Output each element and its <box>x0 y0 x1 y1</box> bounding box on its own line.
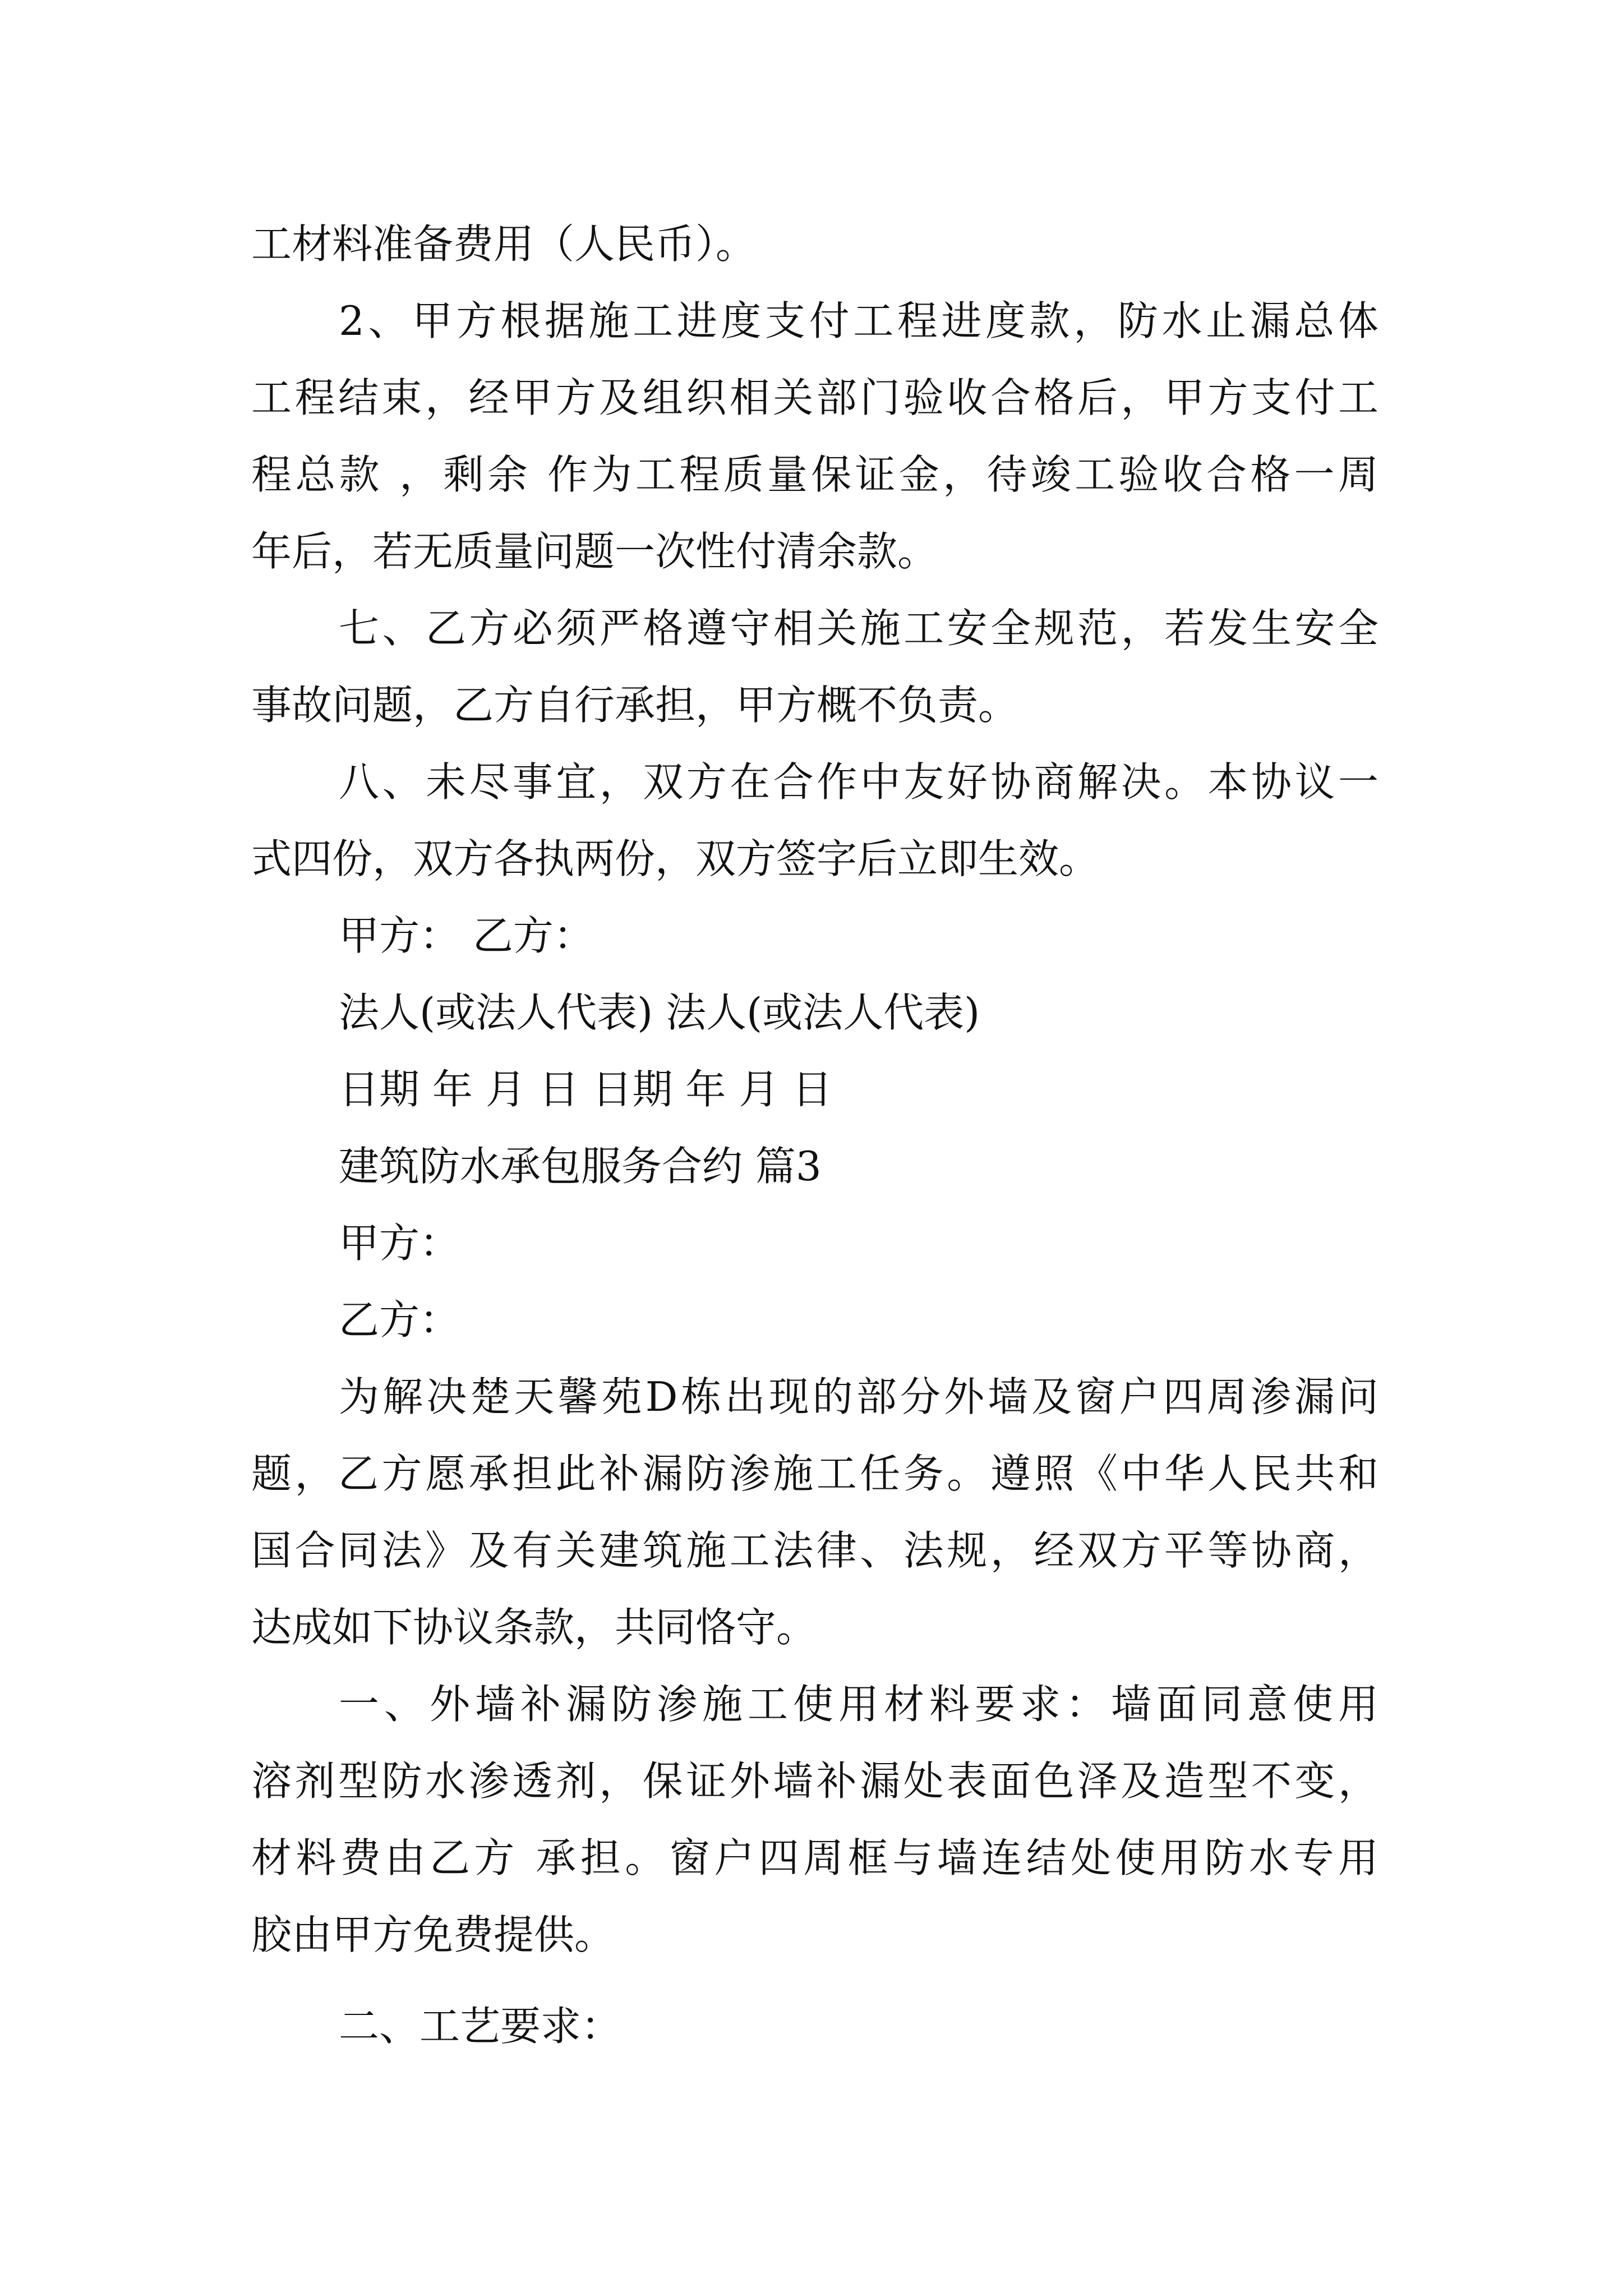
text-line: 事故问题，乙方自行承担，甲方概不负责。 <box>251 682 1019 729</box>
text-line: 工程结束，经甲方及组织相关部门验收合格后，甲方支付工 <box>251 374 1378 421</box>
text-line: 甲方： <box>339 1220 460 1267</box>
text-line: 胶由甲方免费提供。 <box>251 1911 615 1958</box>
text-line: 年后，若无质量问题一次性付清余款。 <box>251 528 938 575</box>
text-line: 为解决楚天馨苑D栋出现的部分外墙及窗户四周渗漏问 <box>339 1373 1378 1420</box>
section-heading: 建筑防水承包服务合约 篇3 <box>339 1143 822 1190</box>
text-line: 七、乙方必须严格遵守相关施工安全规范，若发生安全 <box>339 605 1378 652</box>
text-line: 法人(或法人代表) 法人(或法人代表) <box>339 989 980 1036</box>
text-line: 程总款 ，剩余 作为工程质量保证金，待竣工验收合格一周 <box>251 451 1378 498</box>
text-line: 工材料准备费用（人民币）。 <box>251 220 757 268</box>
text-line: 式四份，双方各执两份，双方签字后立即生效。 <box>251 835 1100 882</box>
text-line: 甲方： 乙方： <box>339 912 594 959</box>
text-line: 2、甲方根据施工进度支付工程进度款，防水止漏总体 <box>339 297 1378 344</box>
text-line: 材料费由乙方 承担。窗户四周框与墙连结处使用防水专用 <box>251 1834 1378 1881</box>
text-line: 国合同法》及有关建筑施工法律、法规，经双方平等协商， <box>251 1527 1378 1574</box>
text-line: 溶剂型防水渗透剂，保证外墙补漏处表面色泽及造型不变， <box>251 1757 1378 1805</box>
text-line: 达成如下协议条款，共同恪守。 <box>251 1604 817 1651</box>
text-line: 八、未尽事宜，双方在合作中友好协商解决。本协议一 <box>339 758 1378 806</box>
text-line: 日期 年 月 日 日期 年 月 日 <box>339 1066 833 1113</box>
text-line: 题，乙方愿承担此补漏防渗施工任务。遵照《中华人民共和 <box>251 1450 1378 1497</box>
text-line: 一、外墙补漏防渗施工使用材料要求：墙面同意使用 <box>339 1681 1378 1728</box>
text-line: 二、工艺要求： <box>339 2003 622 2050</box>
text-line: 乙方： <box>339 1296 460 1343</box>
